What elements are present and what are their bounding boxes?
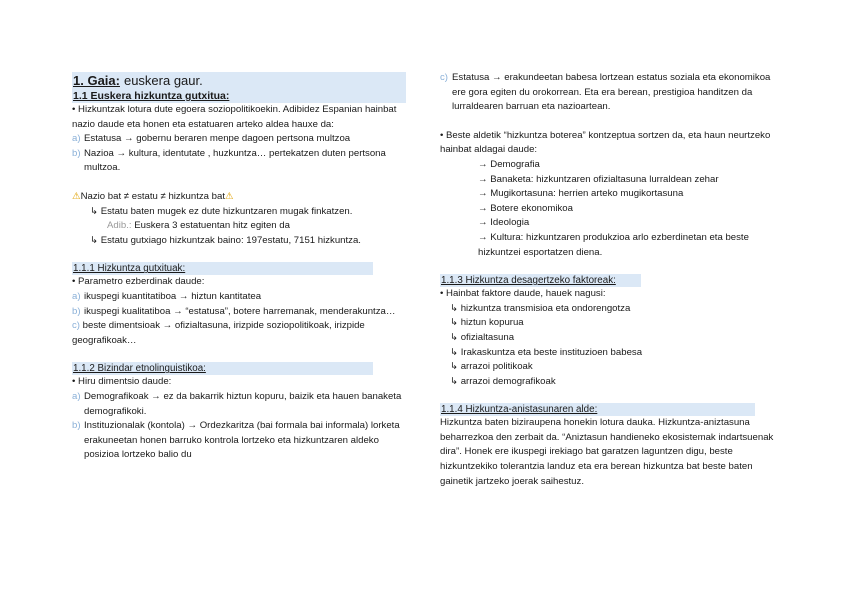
list-text: Estatusa → erakundeetan babesa lortzean estatus soziala eta ekonomikoa ere gora egiten du orokorrean. Eta era berean, prestigioa handitzen da lurraldearen barruan eta nazioartean.	[452, 72, 771, 113]
list-item: → Demografia	[478, 158, 540, 170]
warning-icon: ⚠	[225, 190, 234, 202]
paragraph-parameters: • Parametro ezberdinak daude:	[72, 276, 205, 288]
paragraph-dimensions: • Hiru dimentsio daude:	[72, 376, 172, 388]
spacer	[72, 348, 406, 356]
example-text: Euskera 3 estatuentan hitz egiten da	[134, 220, 290, 232]
page-title	[72, 72, 406, 89]
list-item-other-dimensions	[72, 319, 406, 348]
list-item-quantitative	[72, 290, 406, 305]
list-label: c)	[440, 72, 448, 83]
list-label: a)	[72, 390, 81, 402]
warning-detail-1: ↳ Estatu baten mugek ez dute hizkuntzaren mugak finkatzen.	[90, 205, 353, 217]
list-text: Estatusa → gobernu beraren menpe dagoen pertsona multzoa	[84, 133, 351, 145]
list-item: ↳ ofizialtasuna	[450, 331, 515, 343]
spacer	[72, 176, 406, 190]
list-item: ↳ Irakaskuntza eta beste instituzioen babesa	[450, 346, 643, 358]
list-text: ikuspegi kualitatiboa → “estatusa”, botere harremanak, menderakuntza…	[84, 305, 396, 317]
warning-icon: ⚠	[72, 190, 81, 202]
title-text: euskera gaur.	[123, 73, 203, 88]
list-item: ↳ hiztun kopurua	[450, 317, 524, 329]
list-label: b)	[72, 420, 81, 432]
paragraph-intro: • Hizkuntzak lotura dute egoera soziopolitikoekin. Adibidez Espanian hainbat nazio daude eta honen eta estatuaren arteko aldea hauxe da:	[72, 104, 397, 130]
paragraph-factors: • Hainbat faktore daude, hauek nagusi:	[440, 288, 606, 300]
list-text: Instituzionalak (kontola) → Ordezkaritza (bai formala bai informala) lorketa erakuneetan honen barruko kontrola lortzeko eta hizkuntzaren aldeko posizioa lortzeko balio du	[84, 420, 400, 461]
right-column	[440, 71, 780, 489]
spacer	[440, 389, 780, 397]
list-item: ↳ arrazoi demografikoak	[450, 375, 556, 387]
list-label: a)	[72, 290, 81, 302]
list-item: → Mugikortasuna: herrien arteko mugikortasuna	[478, 188, 684, 200]
list-label: b)	[72, 147, 81, 159]
warning-example	[72, 219, 406, 234]
spacer	[440, 115, 780, 129]
title-number: 1. Gaia:	[73, 73, 120, 88]
list-item: → Ideologia	[478, 217, 530, 229]
list-item: → Botere ekonomikoa	[478, 202, 573, 214]
list-item: ↳ hizkuntza transmisioa eta ondorengotza	[450, 302, 631, 314]
list-text: Nazioa → kultura, identutate , huzkuntza… pertekatzen duten pertsona multzoa.	[84, 147, 386, 174]
warning-text: Nazio bat ≠ estatu ≠ hizkuntza bat	[80, 190, 225, 202]
list-label: c)	[72, 320, 80, 332]
section-heading-1-1-2: 1.1.2 Bizindar etnolinguistikoa:	[72, 362, 373, 375]
list-text: Demografikoak → ez da bakarrik hiztun kopuru, baizik eta hauen banaketa demografikoki.	[84, 390, 402, 417]
warning-detail-2: ↳ Estatu gutxiago hizkuntzak baino: 197estatu, 7151 hizkuntza.	[90, 234, 361, 246]
list-item: → Kultura: hizkuntzaren produkzioa arlo ezberdinetan eta beste hizkuntzei esportatzen diena.	[478, 231, 749, 258]
spacer	[72, 248, 406, 256]
list-label: b)	[72, 305, 81, 317]
section-heading-1-1-1: 1.1.1 Hizkuntza gutxituak:	[72, 262, 373, 275]
power-variables-list	[440, 158, 780, 260]
list-item-nazioa	[72, 147, 406, 176]
paragraph-language-power: • Beste aldetik “hizkuntza boterea” kontzeptua sortzen da, eta haun neurtzeko hainbat aldagai daude:	[440, 129, 771, 156]
paragraph-diversity: Hizkuntza baten biziraupena honekin lotura dauka. Hizkuntza-aniztasuna beharrezkoa den zerbait da. “Aniztasun handieneko ekosistemak indartsuenak dira”. Honek ere ikuspegi irekiago bat garatzen laguntzen digu, beste hizkuntzekiko tolerantzia landuz eta era berean hizkuntza bat beste baten gainetik jartzeko joerak saihestuz.	[440, 417, 774, 487]
section-heading-1-1: 1.1 Euskera hizkuntza gutxitua:	[72, 89, 406, 103]
list-label: a)	[72, 133, 81, 145]
list-text: beste dimentsioak → ofizialtasuna, irizpide soziopolitikoak, irizpide geografikoak…	[72, 320, 365, 346]
list-item-demographic	[72, 390, 406, 419]
section-heading-1-1-4: 1.1.4 Hizkuntza-anistasunaren alde:	[440, 403, 755, 416]
list-item-institutional	[72, 419, 406, 463]
list-item: → Banaketa: hizkuntzaren ofizialtasuna lurraldean zehar	[478, 173, 719, 185]
list-item-status	[440, 71, 780, 115]
list-item-qualitative	[72, 305, 406, 320]
factors-list	[440, 302, 780, 390]
section-heading-1-1-3: 1.1.3 Hizkuntza desagertzeko faktoreak:	[440, 274, 641, 287]
list-item: ↳ arrazoi politikoak	[450, 361, 533, 373]
spacer	[440, 260, 780, 268]
list-text: ikuspegi kuantitatiboa → hiztun kantitatea	[84, 290, 262, 302]
example-label: Adib.:	[107, 220, 132, 232]
left-column	[72, 72, 406, 463]
list-item-estatusa	[72, 132, 406, 147]
warning-line	[72, 190, 406, 205]
